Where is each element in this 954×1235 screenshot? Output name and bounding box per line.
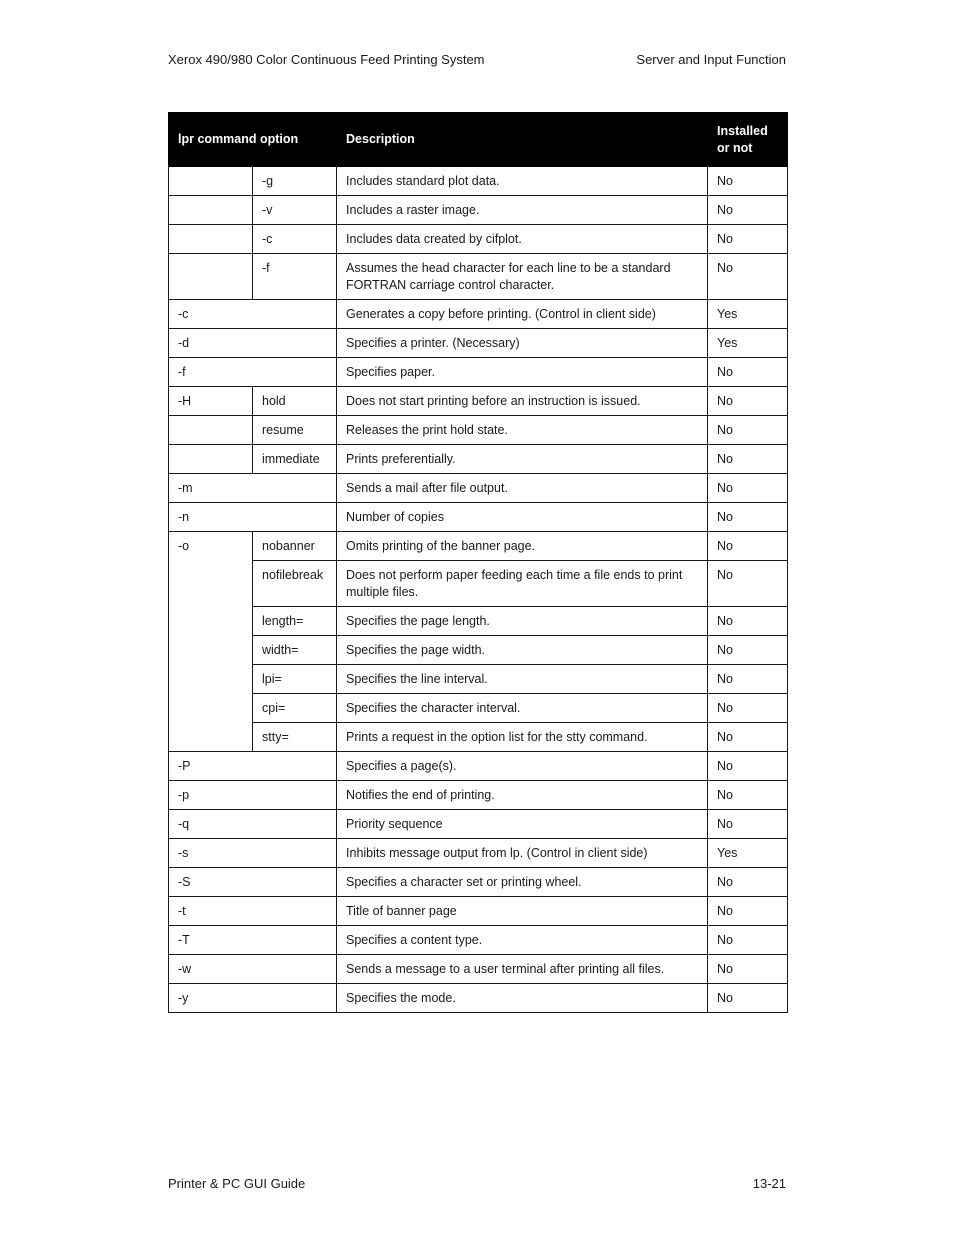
table-row [169, 752, 788, 781]
option-cell [169, 416, 253, 445]
sub-option-cell: -v [253, 196, 337, 225]
table-row [169, 839, 788, 868]
description-cell: Specifies paper. [337, 358, 708, 387]
table-header-row [169, 113, 788, 167]
installed-cell: No [708, 752, 788, 781]
installed-cell: No [708, 503, 788, 532]
description-cell: Specifies the character interval. [337, 694, 708, 723]
installed-cell: No [708, 196, 788, 225]
description-cell: Omits printing of the banner page. [337, 532, 708, 561]
table-row [169, 358, 788, 387]
col-header-installed: Installed or not [708, 113, 788, 167]
option-cell: -y [169, 984, 337, 1013]
installed-cell: No [708, 358, 788, 387]
table-row [169, 897, 788, 926]
description-cell: Sends a mail after file output. [337, 474, 708, 503]
table-row [169, 196, 788, 225]
description-cell: Sends a message to a user terminal after printing all files. [337, 955, 708, 984]
table-row [169, 387, 788, 416]
table-row [169, 300, 788, 329]
sub-option-cell: width= [253, 636, 337, 665]
installed-cell: No [708, 665, 788, 694]
description-cell: Specifies a character set or printing wheel. [337, 868, 708, 897]
option-cell: -P [169, 752, 337, 781]
option-cell [169, 167, 253, 196]
option-cell: -w [169, 955, 337, 984]
option-cell: -o [169, 532, 253, 752]
sub-option-cell: hold [253, 387, 337, 416]
installed-cell: No [708, 254, 788, 300]
option-cell [169, 445, 253, 474]
option-cell: -m [169, 474, 337, 503]
sub-option-cell: -f [253, 254, 337, 300]
sub-option-cell: length= [253, 607, 337, 636]
installed-cell: No [708, 474, 788, 503]
installed-cell: No [708, 926, 788, 955]
description-cell: Inhibits message output from lp. (Control in client side) [337, 839, 708, 868]
table-row [169, 254, 788, 300]
option-cell: -q [169, 810, 337, 839]
table-row [169, 810, 788, 839]
table-row [169, 694, 788, 723]
option-cell [169, 254, 253, 300]
description-cell: Number of copies [337, 503, 708, 532]
description-cell: Notifies the end of printing. [337, 781, 708, 810]
option-cell: -f [169, 358, 337, 387]
col-header-description: Description [337, 113, 708, 167]
description-cell: Includes data created by cifplot. [337, 225, 708, 254]
option-cell: -t [169, 897, 337, 926]
sub-option-cell: stty= [253, 723, 337, 752]
running-header-section: Server and Input Function [636, 52, 786, 67]
table-row [169, 665, 788, 694]
installed-cell: No [708, 167, 788, 196]
table-row [169, 868, 788, 897]
table-row [169, 503, 788, 532]
table-row [169, 781, 788, 810]
installed-cell: No [708, 723, 788, 752]
sub-option-cell: cpi= [253, 694, 337, 723]
installed-cell: No [708, 416, 788, 445]
sub-option-cell: lpi= [253, 665, 337, 694]
description-cell: Prints a request in the option list for the stty command. [337, 723, 708, 752]
option-cell: -H [169, 387, 253, 416]
description-cell: Specifies the page width. [337, 636, 708, 665]
table-row [169, 636, 788, 665]
table-row [169, 926, 788, 955]
description-cell: Specifies the mode. [337, 984, 708, 1013]
sub-option-cell: -g [253, 167, 337, 196]
option-cell [169, 225, 253, 254]
table-row [169, 167, 788, 196]
description-cell: Specifies the line interval. [337, 665, 708, 694]
table-row [169, 561, 788, 607]
installed-cell: No [708, 868, 788, 897]
installed-cell: No [708, 897, 788, 926]
option-cell: -s [169, 839, 337, 868]
table-row [169, 416, 788, 445]
installed-cell: No [708, 636, 788, 665]
installed-cell: Yes [708, 839, 788, 868]
sub-option-cell: -c [253, 225, 337, 254]
running-header-title: Xerox 490/980 Color Continuous Feed Printing System [168, 52, 485, 67]
installed-cell: No [708, 810, 788, 839]
option-cell: -c [169, 300, 337, 329]
installed-cell: No [708, 561, 788, 607]
option-cell: -S [169, 868, 337, 897]
description-cell: Generates a copy before printing. (Control in client side) [337, 300, 708, 329]
table-row [169, 607, 788, 636]
description-cell: Specifies a printer. (Necessary) [337, 329, 708, 358]
sub-option-cell: nofilebreak [253, 561, 337, 607]
description-cell: Specifies a content type. [337, 926, 708, 955]
table-row [169, 329, 788, 358]
installed-cell: No [708, 225, 788, 254]
option-cell: -d [169, 329, 337, 358]
col-header-option: lpr command option [169, 113, 337, 167]
description-cell: Title of banner page [337, 897, 708, 926]
sub-option-cell: resume [253, 416, 337, 445]
table-row [169, 225, 788, 254]
installed-cell: No [708, 607, 788, 636]
footer-guide-title: Printer & PC GUI Guide [168, 1176, 306, 1191]
description-cell: Includes a raster image. [337, 196, 708, 225]
table-row [169, 532, 788, 561]
description-cell: Assumes the head character for each line to be a standard FORTRAN carriage control character. [337, 254, 708, 300]
page-number: 13-21 [752, 1176, 786, 1191]
table-row [169, 984, 788, 1013]
table-row [169, 723, 788, 752]
description-cell: Releases the print hold state. [337, 416, 708, 445]
installed-cell: No [708, 984, 788, 1013]
description-cell: Specifies the page length. [337, 607, 708, 636]
installed-cell: Yes [708, 300, 788, 329]
description-cell: Does not perform paper feeding each time a file ends to print multiple files. [337, 561, 708, 607]
description-cell: Prints preferentially. [337, 445, 708, 474]
table-row [169, 445, 788, 474]
installed-cell: Yes [708, 329, 788, 358]
description-cell: Includes standard plot data. [337, 167, 708, 196]
installed-cell: No [708, 781, 788, 810]
installed-cell: No [708, 694, 788, 723]
installed-cell: No [708, 387, 788, 416]
description-cell: Specifies a page(s). [337, 752, 708, 781]
sub-option-cell: nobanner [253, 532, 337, 561]
table-row [169, 955, 788, 984]
option-cell: -T [169, 926, 337, 955]
installed-cell: No [708, 445, 788, 474]
description-cell: Priority sequence [337, 810, 708, 839]
installed-cell: No [708, 532, 788, 561]
table-row [169, 474, 788, 503]
option-cell: -p [169, 781, 337, 810]
option-cell [169, 196, 253, 225]
sub-option-cell: immediate [253, 445, 337, 474]
option-cell: -n [169, 503, 337, 532]
installed-cell: No [708, 955, 788, 984]
lpr-options-table [168, 112, 788, 1013]
description-cell: Does not start printing before an instruction is issued. [337, 387, 708, 416]
